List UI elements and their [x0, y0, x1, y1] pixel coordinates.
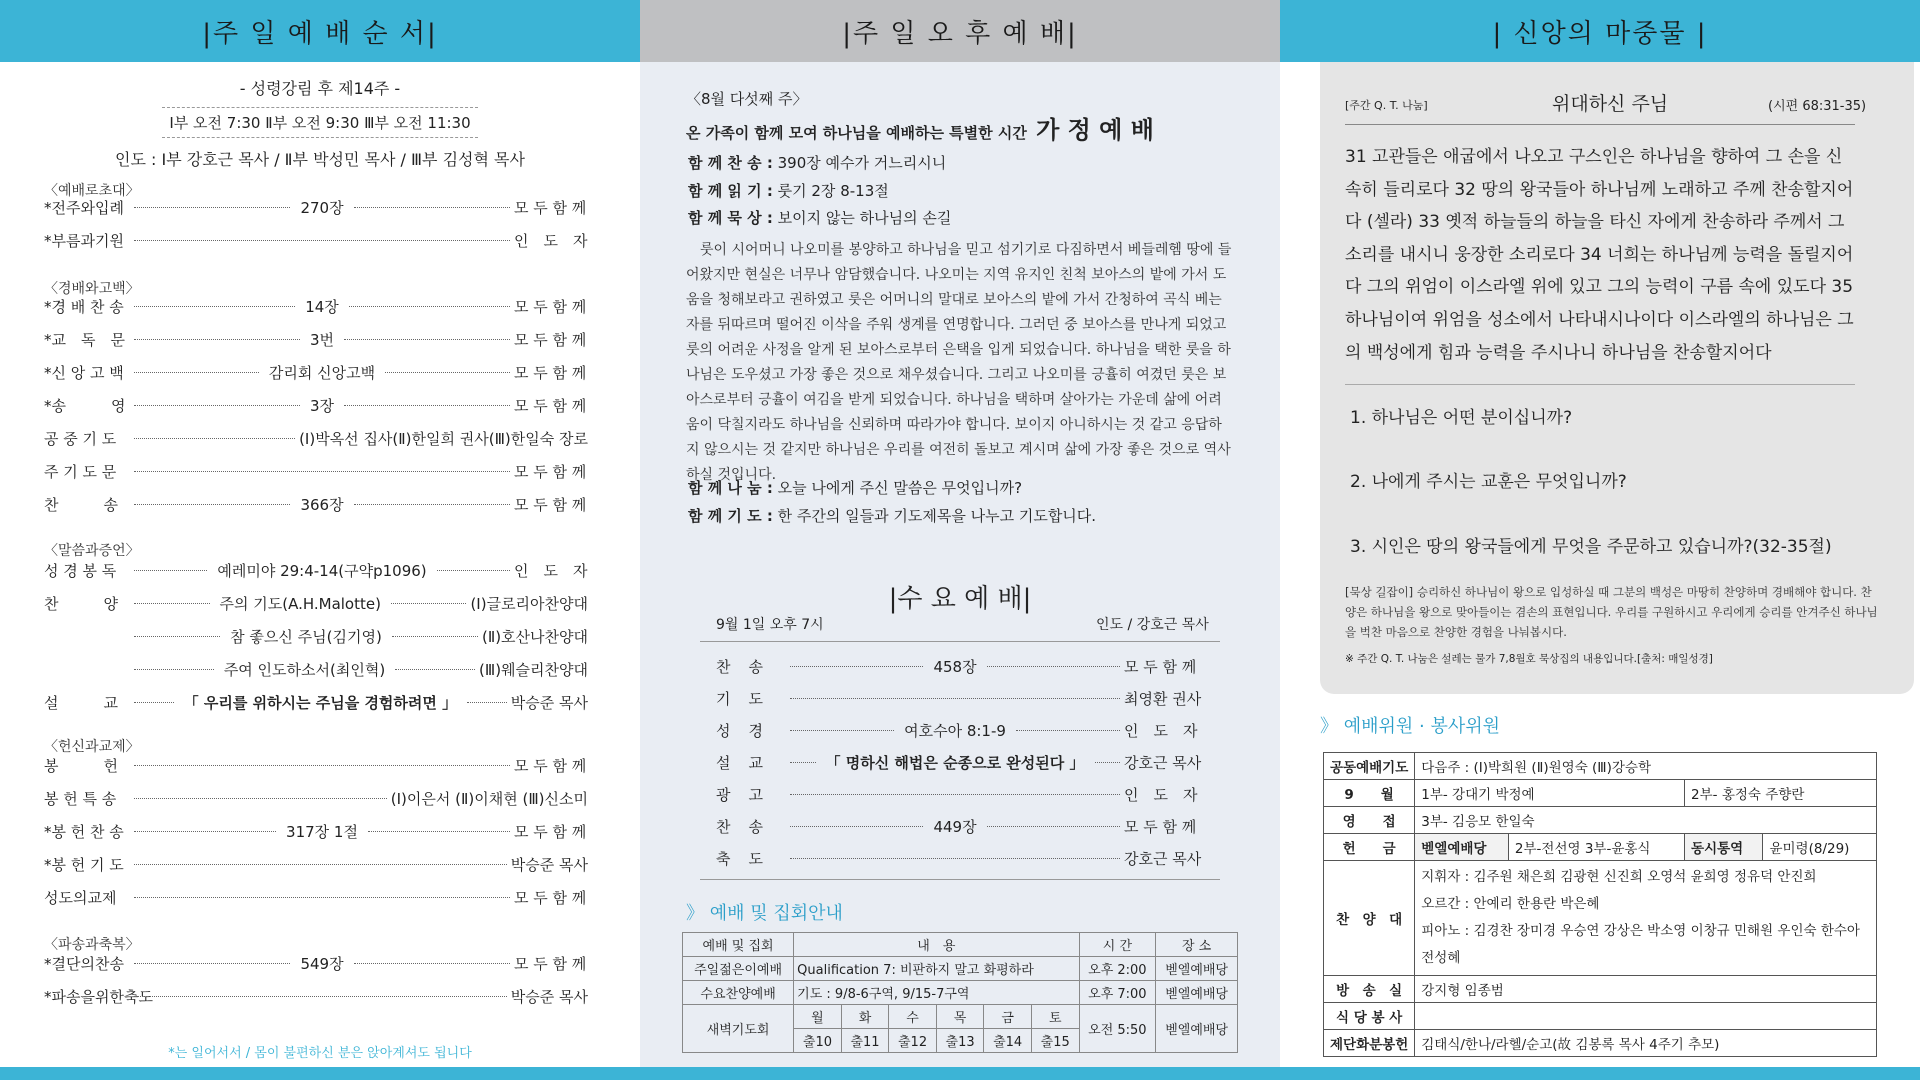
- order-performer: 모 두 함 께: [514, 757, 587, 775]
- dawn-book: 출15: [1031, 1029, 1079, 1053]
- order-label: *파송을위한축도: [44, 988, 153, 1006]
- table-row: [683, 1005, 1238, 1029]
- qt-source: ※ 주간 Q. T. 나눔은 설레는 물가 7,8월호 묵상집의 내용입니다.[출처: 매일성경]: [1345, 653, 1713, 665]
- col1-subtitle: - 성령강림 후 제14주 -: [239, 79, 401, 98]
- wed-row: [716, 778, 1206, 810]
- order-row: [44, 455, 588, 488]
- order-item: 「 우리를 위하시는 주님을 경험하려면 」: [183, 694, 458, 712]
- leader-dots: [790, 762, 816, 763]
- choir-list: [1415, 861, 1877, 976]
- order-performer: 박승준 목사: [510, 856, 588, 874]
- wed-row: [716, 746, 1206, 778]
- leader-dots: [134, 339, 300, 340]
- wed-row: [716, 810, 1206, 842]
- leader-dots: [134, 372, 259, 373]
- youth-place: 벧엘예배당: [1156, 957, 1238, 981]
- order-row: [44, 323, 588, 356]
- stand-note: *는 일어서서 / 몸이 불편하신 분은 앉아계셔도 됩니다: [168, 1046, 472, 1061]
- leader-dots: [790, 858, 1120, 859]
- leader-dots: [395, 669, 475, 670]
- leader-dots: [134, 240, 510, 241]
- conductor-line: 지휘자 : 김주원 채은희 김광현 신진희 오영석 윤희영 정유덕 안진희: [1421, 869, 1817, 885]
- leader-dots: [134, 207, 290, 208]
- leader-dots: [368, 831, 510, 832]
- dawn-day: 금: [984, 1005, 1032, 1029]
- offering-label: 헌 금: [1324, 834, 1415, 861]
- leader-dots: [354, 207, 510, 208]
- youth-time: 오후 2:00: [1079, 957, 1156, 981]
- dawn-place: 벧엘예배당: [1156, 1005, 1238, 1053]
- reflection-guide: [묵상 길잡이] 승리하신 하나님이 왕으로 입성하실 때 그분의 백성은 마땅히 찬양하며 경배해야 합니다. 찬양은 하나님을 왕으로 맞아들이는 겸손의 표현입니다. 우리를 구원하시고 우리에게 승리를 안겨주신 하나님을 벅찬 마음으로 찬양한 경험을 나눠봅시다.: [1345, 585, 1878, 639]
- wed-divider-top: [700, 641, 1220, 642]
- leader-dots: [134, 798, 387, 799]
- order-label: *경 배 찬 송: [44, 298, 124, 316]
- order-performer: (Ⅰ)글로리아찬양대: [470, 595, 589, 613]
- order-performer: 모 두 함 께: [514, 463, 587, 481]
- section-heading: 〈경배와고백〉: [44, 281, 140, 297]
- order-performer: 모 두 함 께: [514, 199, 587, 217]
- order-label: *부름과기원: [44, 232, 124, 250]
- order-performer: 박승준 목사: [510, 694, 588, 712]
- dawn-day: 월: [794, 1005, 842, 1029]
- wed-divider-bottom: [700, 879, 1220, 880]
- wed-label: 성경: [716, 721, 781, 740]
- pray-value: 한 주간의 일들과 기도제목을 나누고 기도합니다.: [777, 507, 1097, 525]
- order-row: [44, 653, 588, 686]
- choir-content: 기도 : 9/8-6구역, 9/15-7구역: [794, 981, 1079, 1005]
- order-item: 366장: [300, 496, 344, 514]
- staff-table: [1323, 752, 1877, 1057]
- staff-title: 》 예배위원 · 봉사위원: [1320, 716, 1500, 737]
- order-label: 봉 헌: [44, 757, 118, 775]
- dawn-book: 출11: [841, 1029, 889, 1053]
- events-h-content: 내 용: [794, 933, 1079, 957]
- order-row: [44, 224, 588, 257]
- events-h-name: 예배 및 집회: [683, 933, 794, 957]
- table-row: [1324, 976, 1877, 1003]
- section-heading: 〈파송과축복〉: [44, 937, 140, 953]
- wed-performer: 모 두 함 께: [1124, 657, 1197, 676]
- order-row: [44, 554, 588, 587]
- leader-dots: [392, 636, 478, 637]
- col2-header: |주 일 오 후 예 배|: [640, 0, 1280, 62]
- order-row: [44, 620, 588, 653]
- altar-label: 제단화분봉헌: [1324, 1030, 1415, 1057]
- wed-performer: 인 도 자: [1124, 721, 1198, 740]
- leader-dots: [134, 963, 290, 964]
- wed-row: [716, 714, 1206, 746]
- leader-dots: [344, 339, 510, 340]
- wed-date: 9월 1일 오후 7시: [716, 617, 824, 633]
- section-heading: 〈헌신과교제〉: [44, 739, 140, 755]
- wed-label: 광고: [716, 785, 781, 804]
- order-label: 성 경 봉 독: [44, 562, 117, 580]
- wed-title: |수 요 예 배|: [888, 584, 1032, 614]
- order-performer: 인 도 자: [514, 232, 588, 250]
- leader-dots: [987, 826, 1120, 827]
- order-label: *신 앙 고 백: [44, 364, 124, 382]
- leader-dots: [1016, 730, 1120, 731]
- sept-label: 9 월: [1324, 780, 1415, 807]
- week-label: 〈8월 다섯째 주〉: [686, 90, 808, 108]
- bethel-value: 2부-전선영 3부-윤홍식: [1508, 834, 1684, 861]
- order-row: [44, 191, 588, 224]
- order-row: [44, 587, 588, 620]
- leader-dots: [391, 603, 467, 604]
- order-performer: 모 두 함 께: [514, 955, 587, 973]
- order-row: [44, 488, 588, 521]
- joint-label: 공동예배기도: [1324, 753, 1415, 780]
- order-label: *결단의찬송: [44, 955, 124, 973]
- wed-item: 「 명하신 해법은 순종으로 완성된다 」: [825, 753, 1085, 772]
- events-h-place: 장 소: [1156, 933, 1238, 957]
- greet-1: 1부- 강대기 박정예: [1415, 780, 1685, 807]
- read-label: 함 께 읽 기 :: [688, 182, 773, 200]
- leader-dots: [987, 666, 1120, 667]
- qt-label: [주간 Q. T. 나눔]: [1345, 99, 1428, 112]
- order-row: [44, 848, 588, 881]
- cafeteria-label: 식 당 봉 사: [1324, 1003, 1415, 1030]
- leader-dots: [134, 471, 510, 472]
- leader-dots: [790, 666, 923, 667]
- order-row: [44, 815, 588, 848]
- order-performer: 모 두 함 께: [514, 397, 587, 415]
- dawn-day: 수: [889, 1005, 937, 1029]
- wed-performer: 모 두 함 께: [1124, 817, 1197, 836]
- order-label: 공 중 기 도: [44, 430, 117, 448]
- order-item: 317장 1절: [286, 823, 358, 841]
- leader-dots: [134, 897, 510, 898]
- youth-name: 주일젊은이예배: [683, 957, 794, 981]
- wed-label: 기도: [716, 689, 781, 708]
- order-label: *송 영: [44, 397, 126, 415]
- order-item: 549장: [300, 955, 344, 973]
- order-row: [44, 749, 588, 782]
- leader-dots: [354, 963, 510, 964]
- youth-content: Qualification 7: 비판하지 말고 화평하라: [794, 957, 1079, 981]
- leader-dots: [437, 570, 510, 571]
- table-row: [1324, 753, 1877, 780]
- share-value: 오늘 나에게 주신 말씀은 무엇입니까?: [777, 479, 1023, 497]
- order-performer: 모 두 함 께: [514, 496, 587, 514]
- order-label: 주 기 도 문: [44, 463, 117, 481]
- leader-dots: [790, 826, 923, 827]
- leader-dots: [134, 831, 276, 832]
- dawn-book: 출12: [889, 1029, 937, 1053]
- simul-value: 윤미령(8/29): [1763, 834, 1877, 861]
- choir-time: 오후 7:00: [1079, 981, 1156, 1005]
- order-performer: (Ⅲ)웨슬리찬양대: [479, 661, 588, 679]
- wed-label: 찬송: [716, 817, 781, 836]
- leader-dots: [134, 864, 507, 865]
- order-row: [44, 881, 588, 914]
- bethel-label: 벧엘예배당: [1415, 834, 1509, 861]
- service-times: Ⅰ부 오전 7:30 Ⅱ부 오전 9:30 Ⅲ부 오전 11:30: [162, 107, 478, 138]
- order-performer: 모 두 함 께: [514, 889, 587, 907]
- leader-dots: [134, 996, 507, 997]
- choir-place: 벧엘예배당: [1156, 981, 1238, 1005]
- wed-item: 여호수아 8:1-9: [904, 721, 1006, 740]
- table-row: [683, 981, 1238, 1005]
- order-performer: 인 도 자: [514, 562, 588, 580]
- wed-label: 찬송: [716, 657, 781, 676]
- order-performer: 모 두 함 께: [514, 298, 587, 316]
- section-heading: 〈말씀과증언〉: [44, 543, 140, 559]
- greet-2: 2부- 홍정숙 주향란: [1685, 780, 1877, 807]
- dawn-time: 오전 5:50: [1079, 1005, 1156, 1053]
- wed-item: 458장: [933, 657, 977, 676]
- order-performer: (Ⅰ)이은서 (Ⅱ)이채현 (Ⅲ)신소미: [390, 790, 588, 808]
- leader-dots: [134, 405, 300, 406]
- table-row: [1324, 780, 1877, 807]
- order-row: [44, 422, 588, 455]
- leader-dots: [134, 306, 295, 307]
- service-leaders: 인도 : Ⅰ부 강호근 목사 / Ⅱ부 박성민 목사 / Ⅲ부 김성혁 목사: [115, 150, 525, 169]
- dawn-book: 출13: [936, 1029, 984, 1053]
- read-value: 룻기 2장 8-13절: [777, 182, 889, 200]
- wed-performer: 강호근 목사: [1124, 849, 1202, 868]
- leader-dots: [354, 504, 510, 505]
- order-label: *봉 헌 찬 송: [44, 823, 124, 841]
- order-item: 예레미야 29:4-14(구약p1096): [217, 562, 427, 580]
- order-label: *전주와입례: [44, 199, 124, 217]
- order-performer: (Ⅱ)호산나찬양대: [481, 628, 588, 646]
- order-item: 270장: [300, 199, 344, 217]
- cafeteria-value: [1415, 1003, 1877, 1030]
- order-label: *교 독 문: [44, 331, 125, 349]
- leader-dots: [134, 570, 207, 571]
- read-line: [688, 180, 889, 201]
- order-label: 봉 헌 특 송: [44, 790, 117, 808]
- leader-dots: [134, 438, 295, 439]
- simul-label: 동시통역: [1685, 834, 1763, 861]
- wed-row: [716, 842, 1206, 874]
- leader-dots: [134, 603, 210, 604]
- dawn-day: 목: [936, 1005, 984, 1029]
- events-h-time: 시 간: [1079, 933, 1156, 957]
- wed-row: [716, 682, 1206, 714]
- leader-dots: [344, 405, 510, 406]
- order-item: 참 좋으신 주님(김기영): [230, 628, 382, 646]
- qt-verse: 31 고관들은 애굽에서 나오고 구스인은 하나님을 향하여 그 손을 신속히 들리로다 32 땅의 왕국들아 하나님께 노래하고 주께 찬송할지어다 (셀라) 33 옛적 하늘들의 하늘을 타신 자에게 찬송하라 주께서 그 소리를 내시니 웅장한 소리로다 34 너희는 하나님께 능력을 돌릴지어다 그의 위엄이 이스라엘 위에 있고 그의 능력이 구름 속에 있도다 35 하나님이여 위엄을 성소에서 나타내시나이다 이스라엘의 하나님은 그의 백성에게 힘과 능력을 주시나니 하나님을 찬송할지어다: [1345, 147, 1854, 363]
- tagline-text: 온 가족이 함께 모여 하나님을 예배하는 특별한 시간: [686, 124, 1027, 142]
- greet-3: 3부- 김응모 한일숙: [1415, 807, 1877, 834]
- pray-label: 함 께 기 도 :: [688, 507, 773, 525]
- order-item: 주의 기도(A.H.Malotte): [219, 595, 381, 613]
- med-value: 보이지 않는 하나님의 손길: [777, 209, 952, 227]
- altar-value: 김태식/한나/라헬/순고(故 김봉록 목사 4주기 추모): [1415, 1030, 1877, 1057]
- section-heading: 〈예배로초대〉: [44, 183, 140, 199]
- wed-label: 설교: [716, 753, 781, 772]
- wed-row: [716, 650, 1206, 682]
- choir-label: 찬 양 대: [1324, 861, 1415, 976]
- col3-header: | 신앙의 마중물 |: [1280, 0, 1920, 62]
- leader-dots: [385, 372, 510, 373]
- question-3: 3. 시인은 땅의 왕국들에게 무엇을 주문하고 있습니까?(32-35절): [1350, 537, 1832, 557]
- leader-dots: [1095, 762, 1121, 763]
- wed-performer: 인 도 자: [1124, 785, 1198, 804]
- share-label: 함 께 나 눔 :: [688, 479, 773, 497]
- piano-line: 피아노 : 김경찬 장미경 우승연 강상은 박소영 이창규 민해원 우인숙 한수아 전성혜: [1421, 923, 1860, 966]
- order-row: [44, 389, 588, 422]
- qt-title: 위대하신 주님: [1552, 93, 1669, 115]
- table-row: [1324, 1003, 1877, 1030]
- meditation-line: [688, 207, 951, 228]
- qt-ref: (시편 68:31-35): [1768, 99, 1867, 114]
- broadcast-label: 방 송 실: [1324, 976, 1415, 1003]
- wed-leader: 인도 / 강호근 목사: [1096, 617, 1209, 633]
- leader-dots: [790, 698, 1120, 699]
- order-row: [44, 356, 588, 389]
- tagline: [686, 110, 1154, 145]
- order-label: 성도의교제: [44, 889, 117, 907]
- table-row: [1324, 861, 1877, 976]
- organ-line: 오르간 : 안예리 한용란 박은혜: [1421, 896, 1600, 912]
- order-performer: 박승준 목사: [510, 988, 588, 1006]
- choir-name: 수요찬양예배: [683, 981, 794, 1005]
- order-row: [44, 980, 588, 1013]
- hymn-value: 390장 예수가 거느리시니: [777, 154, 947, 172]
- order-row: [44, 290, 588, 323]
- leader-dots: [134, 765, 510, 766]
- dawn-day: 토: [1031, 1005, 1079, 1029]
- leader-dots: [467, 702, 507, 703]
- question-1: 1. 하나님은 어떤 분이십니까?: [1350, 408, 1573, 428]
- order-item: 주여 인도하소서(최인혁): [223, 661, 386, 679]
- order-performer: 모 두 함 께: [514, 823, 587, 841]
- order-item: 14장: [305, 298, 339, 316]
- wed-performer: 강호근 목사: [1124, 753, 1202, 772]
- pray-line: [688, 505, 1096, 526]
- leader-dots: [349, 306, 510, 307]
- dawn-day: 화: [841, 1005, 889, 1029]
- hymn-label: 함 께 찬 송 :: [688, 154, 773, 172]
- leader-dots: [134, 702, 174, 703]
- order-row: [44, 782, 588, 815]
- order-item: 감리회 신앙고백: [268, 364, 376, 382]
- broadcast-value: 강지형 임종범: [1415, 976, 1877, 1003]
- joint-value: 다음주 : (Ⅰ)박희원 (Ⅱ)원영숙 (Ⅲ)강승학: [1415, 753, 1877, 780]
- leader-dots: [134, 636, 220, 637]
- dawn-name: 새벽기도회: [683, 1005, 794, 1053]
- table-row: [1324, 1030, 1877, 1057]
- greet-label: 영 접: [1324, 807, 1415, 834]
- leader-dots: [134, 504, 290, 505]
- order-label: *봉 헌 기 도: [44, 856, 124, 874]
- events-table: [682, 932, 1238, 1053]
- order-performer: 모 두 함 께: [514, 331, 587, 349]
- order-row: [44, 686, 588, 719]
- col1-header: |주 일 예 배 순 서|: [0, 0, 640, 62]
- table-row: [683, 957, 1238, 981]
- leader-dots: [790, 794, 1120, 795]
- verse-divider: [1345, 384, 1855, 385]
- leader-dots: [134, 669, 214, 670]
- med-label: 함 께 묵 상 :: [688, 209, 773, 227]
- order-row: [44, 947, 588, 980]
- tagline-big: 가 정 예 배: [1036, 116, 1154, 144]
- wed-label: 축도: [716, 849, 781, 868]
- leader-dots: [790, 730, 894, 731]
- events-header-row: [683, 933, 1238, 957]
- bottom-bar: [0, 1067, 1920, 1080]
- dawn-book: 출10: [794, 1029, 842, 1053]
- order-performer: 모 두 함 께: [514, 364, 587, 382]
- meditation-paragraph: 룻이 시어머니 나오미를 봉양하고 하나님을 믿고 섬기기로 다짐하면서 베들레헴 땅에 들어왔지만 현실은 너무나 암담했습니다. 나오미는 지역 유지인 친척 보아스의 밭에 가서 도움을 청해보라고 권하였고 룻은 어머니의 말대로 보아스의 밭에 가서 간청하여 곡식 베는 자를 뒤따르며 떨어진 이삭을 주워 생계를 연명합니다. 그러던 중 보아스를 만나게 되었고 룻의 어려운 사정을 알게 된 보아스로부터 은택을 입게 되었습니다. 하나님을 택한 룻을 하나님은 도우셨고 가장 좋은 것으로 채우셨습니다. 그리고 나오미를 긍휼히 여겼던 룻은 보아스로부터 긍휼이 여김을 받게 되었습니다. 하나님을 택하며 살아가는 가운데 삶에 어려움이 닥칠지라도 하나님을 신뢰하며 따라가야 합니다. 보이지 아니하시는 것 같고 응답하지 않으시는 것 같지만 하나님은 우리를 여전히 돌보고 계시며 삶에 가장 좋은 것으로 역사하실 것입니다.: [686, 242, 1232, 483]
- qt-divider: [1345, 124, 1855, 125]
- order-label: 찬 양: [44, 595, 118, 613]
- order-item: 3장: [309, 397, 335, 415]
- events-title: 》 예배 및 집회안내: [686, 903, 843, 924]
- dawn-book: 출14: [984, 1029, 1032, 1053]
- order-item: 3번: [309, 331, 335, 349]
- wed-item: 449장: [933, 817, 977, 836]
- wed-performer: 최영환 권사: [1124, 689, 1202, 708]
- table-row: [1324, 807, 1877, 834]
- order-performer: (Ⅰ)박옥선 집사(Ⅱ)한일희 권사(Ⅲ)한일숙 장로: [299, 430, 588, 448]
- share-line: [688, 477, 1022, 498]
- hymn-line: [688, 152, 946, 173]
- table-row: [1324, 834, 1877, 861]
- question-2: 2. 나에게 주시는 교훈은 무엇입니까?: [1350, 472, 1627, 492]
- order-label: 설 교: [44, 694, 118, 712]
- order-label: 찬 송: [44, 496, 118, 514]
